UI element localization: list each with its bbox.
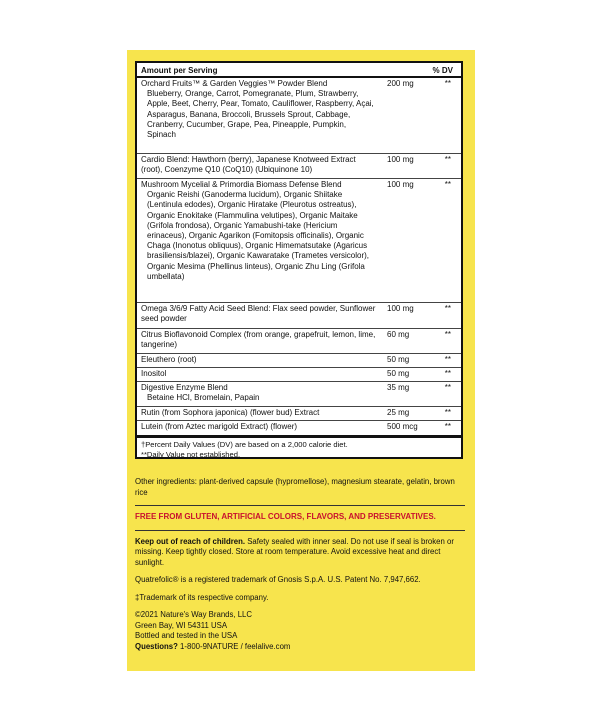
facts-row <box>137 407 461 421</box>
ingredient-name: Omega 3/6/9 Fatty Acid Seed Blend: Flax seed powder, Sunflower seed powder <box>141 304 376 324</box>
ingredient-dv: ** <box>444 383 451 392</box>
footnote-not-established: **Daily Value not established. <box>141 450 241 459</box>
trademark-quatrefolic: Quatrefolic® is a registered trademark of Gnosis S.p.A. U.S. Patent No. 7,947,662. <box>135 575 421 584</box>
supplement-facts-panel <box>135 61 463 459</box>
facts-row <box>137 329 461 354</box>
divider <box>135 505 465 506</box>
amount-per-serving-heading: Amount per Serving <box>141 66 218 75</box>
facts-row <box>137 382 461 407</box>
ingredient-name: Orchard Fruits™ & Garden Veggies™ Powder Blend Blueberry, Orange, Carrot, Pomegranate, Plum, Strawberry, Apple, Beet, Cherry, Pear, Tomato, Cauliflower, Raspberry, Açai, Asparagus, Banana, Broccoli, Brussels Sprout, Cabbage, Cranberry, Cucumber, Grape, Pea, Pineapple, Pumpkin, Spinach <box>141 79 374 140</box>
ingredient-name: Mushroom Mycelial & Primordia Biomass Defense Blend Organic Reishi (Ganoderma lucidum), Organic Shiitake (Lentinula edodes), Organic Hiratake (Pleurotus ostreatus), Organic Enokitake (Flammulina velutipes), Organic Maitake (Grifola frondosa), Organic Yamabushi-take (Hericium erinaceus), Organic Agarikon (Fomitopsis officinalis), Organic Chaga (Inonotus obliquus), Organic Himematsutake (Agaricus brasiliensis/blazei), Organic Kawaratake (Trametes versicolor), Organic Mesima (Phellinus linteus), Organic Zhu Ling (Grifola umbellata) <box>141 180 369 281</box>
facts-row <box>137 154 461 179</box>
company-info <box>135 610 465 652</box>
facts-header <box>137 63 461 78</box>
ingredient-amount: 100 mg <box>387 155 414 164</box>
facts-row <box>137 179 461 303</box>
ingredient-dv: ** <box>444 330 451 339</box>
ingredient-amount: 200 mg <box>387 79 414 88</box>
ingredient-dv: ** <box>444 355 451 364</box>
other-ingredients: Other ingredients: plant-derived capsule (hypromellose), magnesium stearate, gelatin, brown rice <box>135 477 455 497</box>
questions-contact: 1-800-9NATURE / feelalive.com <box>177 641 291 651</box>
ingredient-amount: 100 mg <box>387 180 414 189</box>
warning-bold: Keep out of reach of children. <box>135 536 246 546</box>
ingredient-name: Cardio Blend: Hawthorn (berry), Japanese Knotweed Extract (root), Coenzyme Q10 (CoQ10) (Ubiquinone 10) <box>141 155 356 175</box>
ingredient-name: Citrus Bioflavonoid Complex (from orange, grapefruit, lemon, lime, tangerine) <box>141 330 376 350</box>
facts-row <box>137 78 461 154</box>
ingredient-dv: ** <box>444 369 451 378</box>
ingredient-amount: 50 mg <box>387 355 410 364</box>
facts-row <box>137 303 461 329</box>
ingredient-name: Inositol <box>141 369 167 378</box>
ingredient-dv: ** <box>444 408 451 417</box>
free-from-statement: FREE FROM GLUTEN, ARTIFICIAL COLORS, FLAVORS, AND PRESERVATIVES. <box>135 512 436 521</box>
ingredient-name: Rutin (from Sophora japonica) (flower bud) Extract <box>141 408 320 417</box>
ingredient-dv: ** <box>444 79 451 88</box>
ingredient-amount: 60 mg <box>387 330 410 339</box>
divider <box>135 530 465 531</box>
ingredient-dv: ** <box>444 422 451 431</box>
ingredient-name: Lutein (from Aztec marigold Extract) (flower) <box>141 422 298 431</box>
bottled-note: Bottled and tested in the USA <box>135 631 238 640</box>
facts-row <box>137 368 461 382</box>
ingredient-name: Digestive Enzyme Blend Betaine HCl, Bromelain, Papain <box>141 383 260 403</box>
facts-row <box>137 354 461 368</box>
footnote-dv: †Percent Daily Values (DV) are based on a 2,000 calorie diet. <box>141 440 348 449</box>
copyright: ©2021 Nature's Way Brands, LLC <box>135 610 253 619</box>
ingredient-dv: ** <box>444 180 451 189</box>
warning <box>135 537 465 569</box>
ingredient-amount: 25 mg <box>387 408 410 417</box>
footnotes <box>137 435 461 460</box>
questions-label: Questions? <box>135 641 178 651</box>
ingredient-amount: 500 mcg <box>387 422 418 431</box>
ingredient-amount: 50 mg <box>387 369 410 378</box>
ingredient-amount: 35 mg <box>387 383 410 392</box>
ingredient-name: Eleuthero (root) <box>141 355 197 364</box>
ingredient-dv: ** <box>444 155 451 164</box>
dv-heading: % DV <box>432 66 453 75</box>
address: Green Bay, WI 54311 USA <box>135 620 228 630</box>
label-lower-text <box>135 477 465 659</box>
trademark-note: ‡Trademark of its respective company. <box>135 592 269 602</box>
ingredient-amount: 100 mg <box>387 304 414 313</box>
facts-row <box>137 421 461 435</box>
ingredient-dv: ** <box>444 304 451 313</box>
warning-text: Safety sealed with inner seal. Do not use if seal is broken or missing. Keep tightly closed. Store at room temperature. Avoid excessive heat and direct sunlight. <box>135 536 454 567</box>
